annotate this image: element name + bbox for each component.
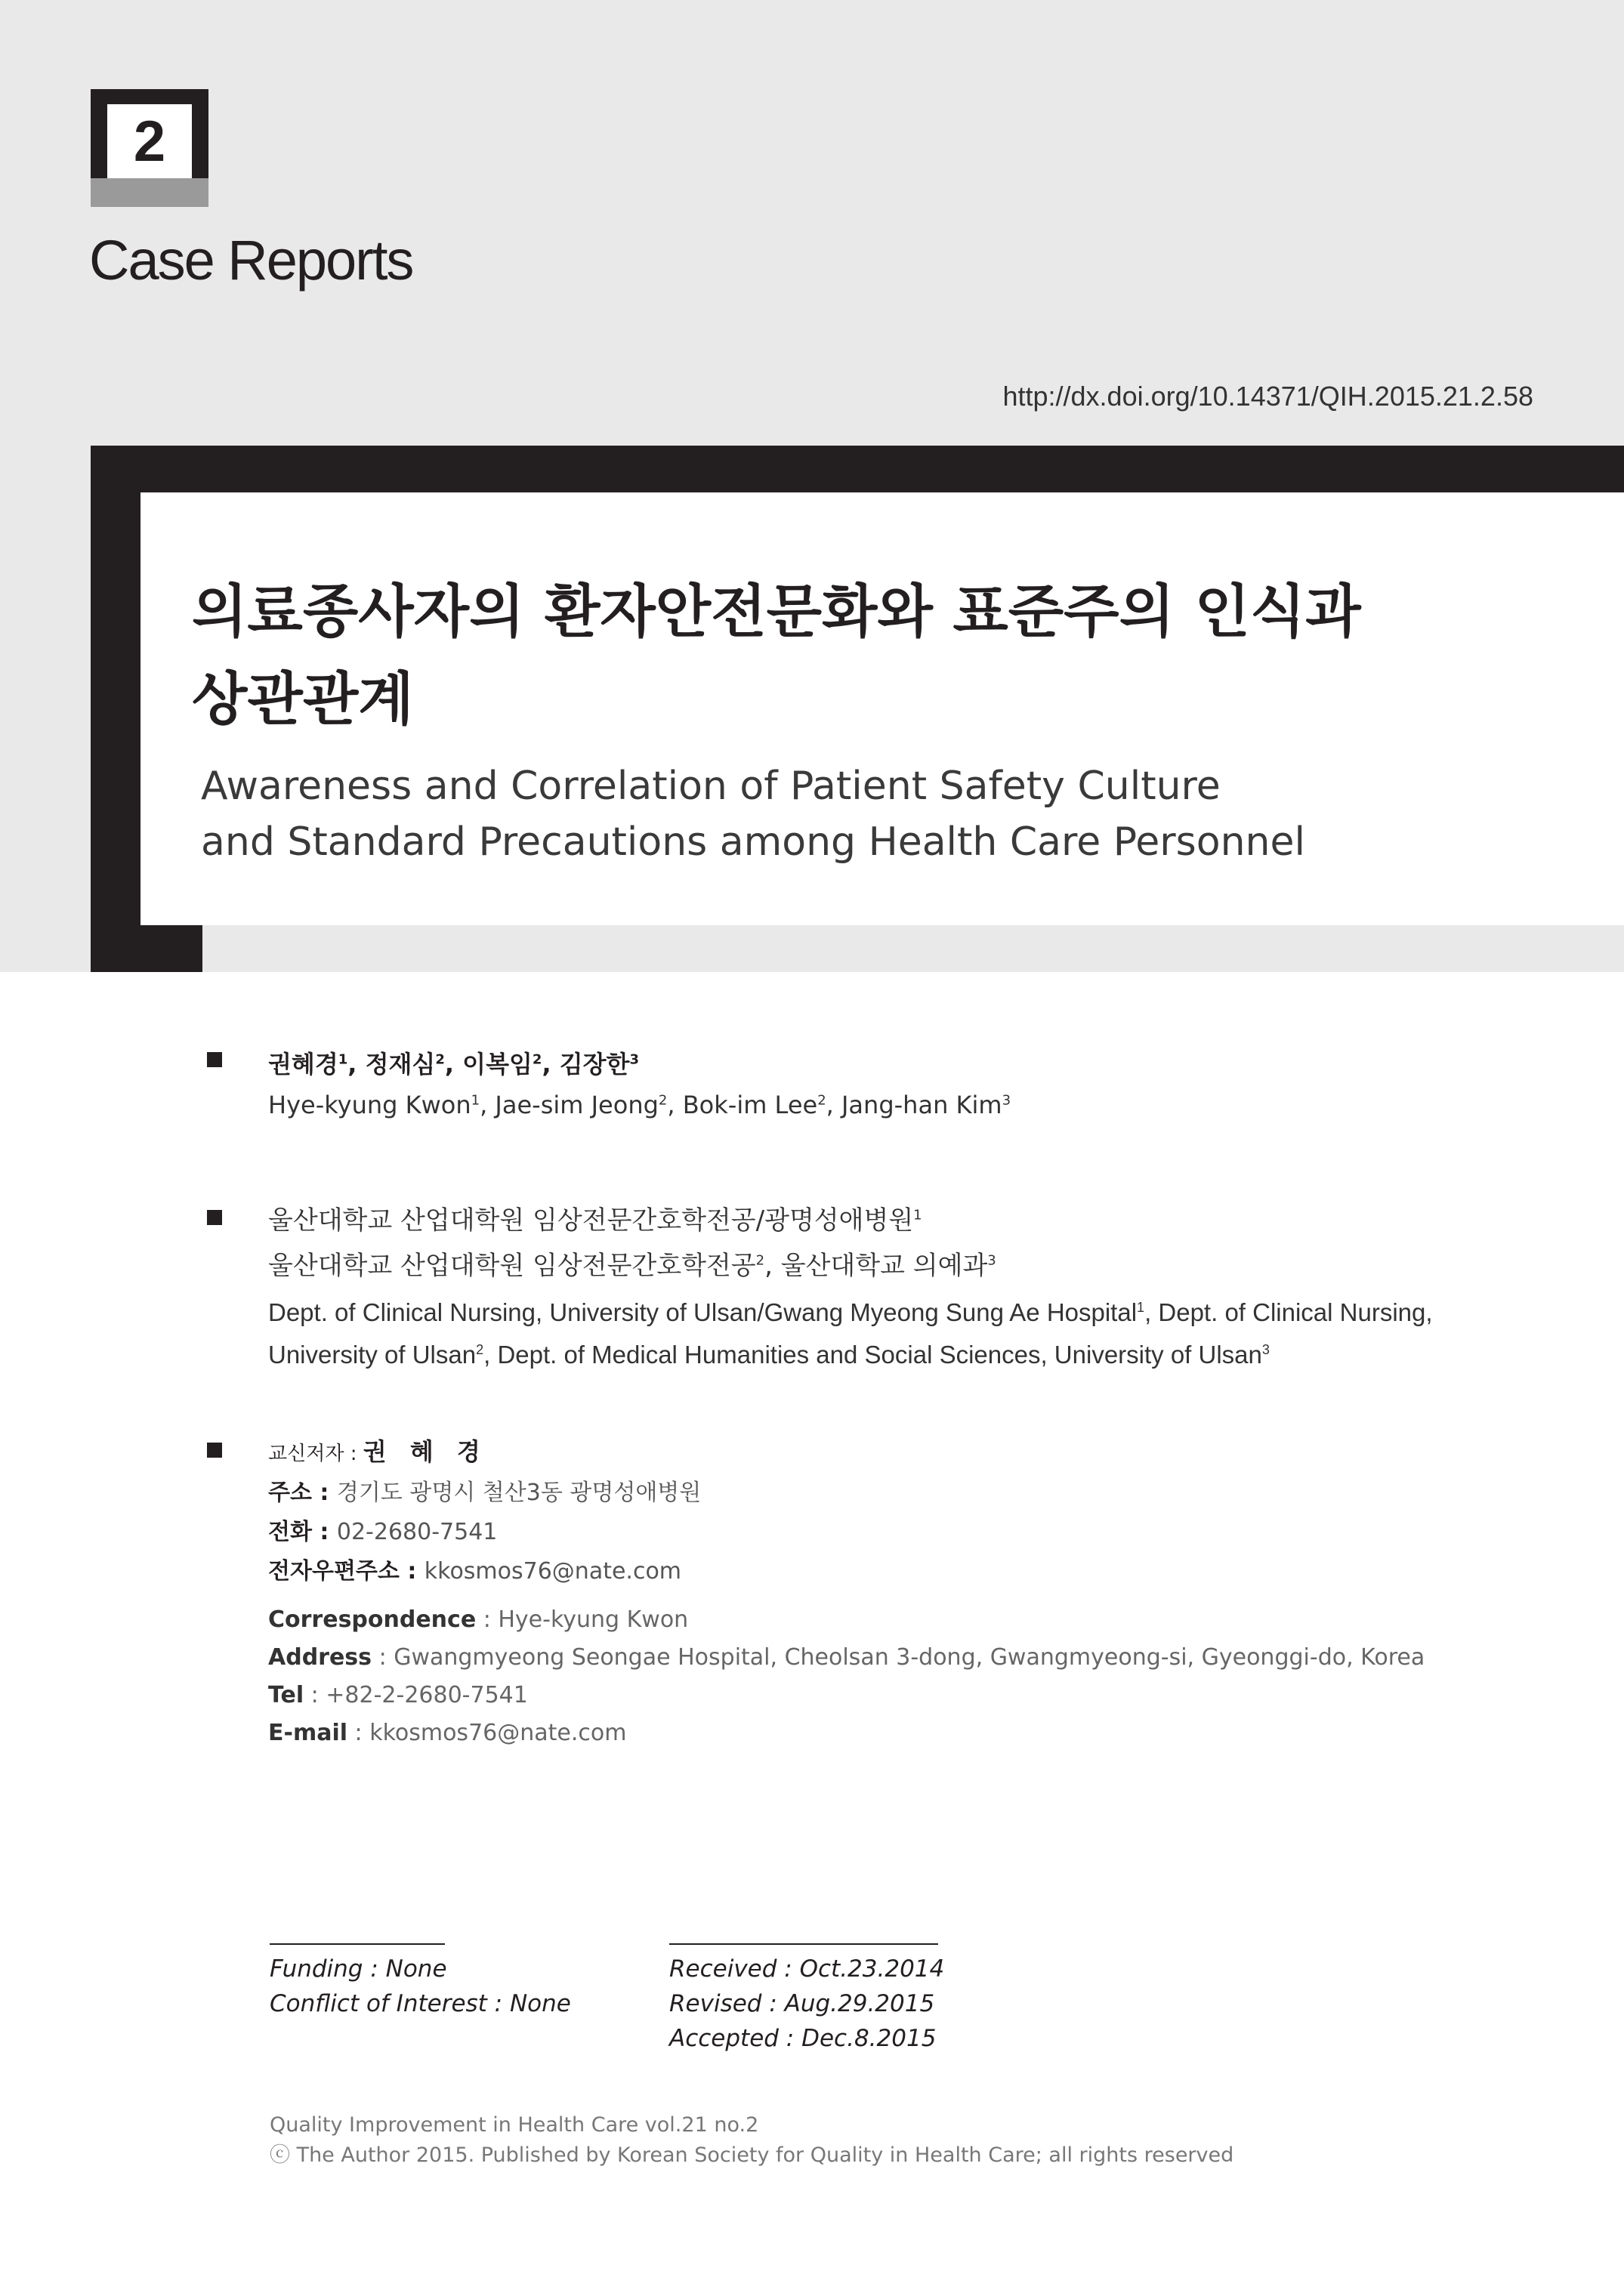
author-name: 김장한 bbox=[559, 1050, 630, 1079]
funding-rule bbox=[270, 1943, 445, 1945]
correspondence-korean bbox=[268, 1432, 1552, 1591]
funding-block bbox=[270, 1952, 571, 2021]
section-label: Case Reports bbox=[89, 229, 413, 292]
funding: Funding : None bbox=[270, 1955, 447, 1983]
authors-english: Hye-kyung Kwon$^1$, Jae-sim Jeong$^2$, Bok-im Lee$^2$, Jang-han Kim$^3$ bbox=[268, 1091, 1011, 1119]
footer-copyright: ⓒ The Author 2015. Published by Korean Society for Quality in Health Care; all rights reserved bbox=[270, 2143, 1234, 2167]
authors-korean: 권혜경$^1$, 정재심$^2$, 이복임$^2$, 김장한$^3$ bbox=[268, 1050, 640, 1079]
title-english-line2: and Standard Precautions among Health Care Personnel bbox=[201, 819, 1305, 865]
author-name: Bok-im Lee bbox=[682, 1091, 818, 1119]
title-korean bbox=[192, 568, 1476, 743]
affiliations-block bbox=[268, 1198, 1552, 1376]
author-name: Jang-han Kim bbox=[841, 1091, 1002, 1119]
author-name: Hye-kyung Kwon bbox=[268, 1091, 471, 1119]
footer-journal: Quality Improvement in Health Care vol.21 no.2 bbox=[270, 2113, 759, 2137]
corr-email-label: 전자우편주소 : bbox=[268, 1558, 425, 1585]
corr-author-label: 교신저자 : bbox=[268, 1443, 363, 1465]
authors-block bbox=[268, 1044, 1552, 1125]
authors-bullet bbox=[207, 1052, 222, 1067]
author-name: Jae-sim Jeong bbox=[495, 1091, 659, 1119]
author-sup: 1 bbox=[338, 1051, 348, 1068]
corr-email-line bbox=[268, 1552, 1552, 1591]
corr-en-email[interactable]: : kkosmos76@nate.com bbox=[347, 1720, 627, 1746]
author-name: 이복임 bbox=[462, 1050, 533, 1079]
corr-phone-line bbox=[268, 1513, 1552, 1552]
author-sup: 2 bbox=[532, 1051, 542, 1068]
doi-link[interactable]: http://dx.doi.org/10.14371/QIH.2015.21.2.58 bbox=[1002, 381, 1533, 412]
accepted-date: Accepted : Dec.8.2015 bbox=[669, 2025, 937, 2052]
revised-date: Revised : Aug.29.2015 bbox=[669, 1990, 935, 2017]
corr-en-email-line: E-mail : kkosmos76@nate.com bbox=[268, 1720, 627, 1746]
dates-rule bbox=[669, 1943, 938, 1945]
corr-address-line bbox=[268, 1474, 1552, 1513]
title-english-line1: Awareness and Correlation of Patient Safety Culture bbox=[201, 764, 1221, 809]
title-korean-line1: 의료종사자의 환자안전문화와 표준주의 인식과 bbox=[192, 578, 1361, 645]
corr-author-line bbox=[268, 1432, 1552, 1474]
affiliations-bullet bbox=[207, 1210, 222, 1225]
affiliation-korean-line1: 울산대학교 산업대학원 임상전문간호학전공/광명성애병원$^1$ bbox=[268, 1205, 922, 1236]
title-korean-line2: 상관관계 bbox=[192, 665, 414, 733]
corr-en-tel-line: Tel : +82-2-2680-7541 bbox=[268, 1682, 528, 1708]
corr-address: 경기도 광명시 철산3동 광명성애병원 bbox=[336, 1480, 702, 1506]
author-name: 권혜경 bbox=[268, 1050, 338, 1079]
title-frame-left bbox=[91, 446, 140, 972]
corr-author-name: 권 혜 경 bbox=[363, 1437, 488, 1466]
section-number-badge bbox=[91, 89, 208, 207]
corr-en-author-line: Correspondence : Hye-kyung Kwon bbox=[268, 1606, 689, 1633]
footer bbox=[270, 2110, 1554, 2171]
affiliation-english: Dept. of Clinical Nursing, University of Ulsan/Gwang Myeong Sung Ae Hospital$^1$, Dept. of Clinical Nursing, University of Ulsan$^2$, Dept. of Medical Humanities and Social Sciences, University of Ulsan$^3$ bbox=[268, 1298, 1433, 1369]
author-sup: 2 bbox=[435, 1051, 445, 1068]
title-english bbox=[201, 758, 1530, 870]
author-sup: 3 bbox=[1002, 1092, 1011, 1109]
affiliation-korean-line2: 울산대학교 산업대학원 임상전문간호학전공$^2$, 울산대학교 의예과$^3$ bbox=[268, 1251, 996, 1281]
author-sup: 1 bbox=[471, 1092, 480, 1109]
author-sup: 2 bbox=[658, 1092, 668, 1109]
conflict-of-interest: Conflict of Interest : None bbox=[270, 1990, 571, 2017]
title-frame-bottom bbox=[91, 925, 202, 972]
author-sup: 3 bbox=[629, 1051, 640, 1068]
badge-underbar bbox=[91, 178, 208, 207]
received-date: Received : Oct.23.2014 bbox=[669, 1955, 945, 1983]
corr-email[interactable]: kkosmos76@nate.com bbox=[424, 1558, 682, 1585]
corr-address-label: 주소 : bbox=[268, 1480, 337, 1506]
correspondence-bullet bbox=[207, 1443, 222, 1458]
corr-phone: 02-2680-7541 bbox=[336, 1519, 498, 1545]
title-frame-top bbox=[91, 446, 1624, 492]
dates-block bbox=[669, 1952, 944, 2056]
author-sup: 2 bbox=[817, 1092, 826, 1109]
author-name: 정재심 bbox=[365, 1050, 436, 1079]
section-number: 2 bbox=[107, 104, 192, 178]
correspondence-english bbox=[268, 1601, 1590, 1752]
corr-phone-label: 전화 : bbox=[268, 1519, 337, 1545]
corr-en-address-line: Address : Gwangmyeong Seongae Hospital, Cheolsan 3-dong, Gwangmyeong-si, Gyeonggi-do, Korea bbox=[268, 1644, 1425, 1671]
